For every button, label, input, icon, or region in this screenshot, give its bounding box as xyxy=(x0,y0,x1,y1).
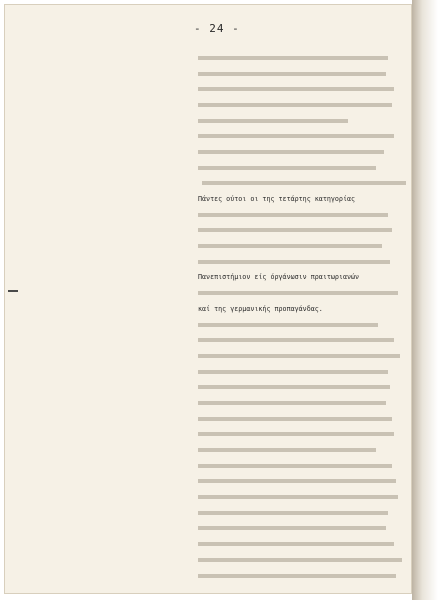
illegible-line-placeholder xyxy=(198,558,402,562)
illegible-line-placeholder xyxy=(198,385,390,389)
illegible-line-placeholder xyxy=(198,526,386,530)
line-text: καί της γερμανικής προπαγάνδας. xyxy=(198,304,323,313)
text-line xyxy=(198,364,410,380)
text-line xyxy=(198,348,410,364)
illegible-line-placeholder xyxy=(198,464,392,468)
illegible-line-placeholder xyxy=(198,401,386,405)
text-line xyxy=(198,521,410,537)
text-line xyxy=(198,411,410,427)
text-line xyxy=(198,223,410,239)
illegible-line-placeholder xyxy=(198,56,388,60)
text-line xyxy=(198,128,410,144)
text-line xyxy=(198,113,410,129)
illegible-line-placeholder xyxy=(198,228,392,232)
text-line xyxy=(198,144,410,160)
text-line xyxy=(198,474,410,490)
illegible-line-placeholder xyxy=(198,291,398,295)
illegible-line-placeholder xyxy=(198,87,394,91)
illegible-line-placeholder xyxy=(198,150,384,154)
illegible-line-placeholder xyxy=(198,370,388,374)
text-line xyxy=(198,568,410,584)
illegible-line-placeholder xyxy=(198,417,392,421)
paper-sheet xyxy=(4,4,412,594)
illegible-line-placeholder xyxy=(198,323,378,327)
illegible-line-placeholder xyxy=(198,354,400,358)
illegible-line-placeholder xyxy=(198,574,396,578)
text-line xyxy=(198,238,410,254)
illegible-line-placeholder xyxy=(198,213,388,217)
illegible-line-placeholder xyxy=(198,495,398,499)
line-text: Πάντες ούτοι οι της τετάρτης κατηγορίας xyxy=(198,195,356,204)
illegible-line-placeholder xyxy=(198,119,348,123)
text-line xyxy=(198,97,410,113)
text-line xyxy=(198,442,410,458)
illegible-line-placeholder xyxy=(198,103,392,107)
text-line xyxy=(198,458,410,474)
text-line xyxy=(198,270,410,286)
illegible-line-placeholder xyxy=(198,432,394,436)
text-line xyxy=(198,536,410,552)
illegible-line-placeholder xyxy=(198,72,386,76)
text-line xyxy=(198,552,410,568)
illegible-line-placeholder xyxy=(198,260,390,264)
text-line xyxy=(198,176,410,192)
text-line xyxy=(198,489,410,505)
text-line xyxy=(198,81,410,97)
page-edge-shadow xyxy=(412,0,438,600)
text-line xyxy=(198,160,410,176)
text-line xyxy=(198,317,410,333)
text-line xyxy=(198,254,410,270)
text-line xyxy=(198,191,410,207)
illegible-line-placeholder xyxy=(198,166,376,170)
page-number: - 24 - xyxy=(194,22,240,35)
illegible-line-placeholder xyxy=(198,542,394,546)
illegible-line-placeholder xyxy=(198,244,382,248)
illegible-line-placeholder xyxy=(202,181,406,185)
document-body xyxy=(198,50,410,583)
text-line xyxy=(198,395,410,411)
text-line xyxy=(198,66,410,82)
text-line xyxy=(198,285,410,301)
text-line xyxy=(198,379,410,395)
text-line xyxy=(198,207,410,223)
text-line xyxy=(198,505,410,521)
illegible-line-placeholder xyxy=(198,511,388,515)
text-line xyxy=(198,50,410,66)
text-line xyxy=(198,332,410,348)
margin-mark xyxy=(8,290,18,292)
text-line xyxy=(198,301,410,317)
illegible-line-placeholder xyxy=(198,134,394,138)
illegible-line-placeholder xyxy=(198,338,394,342)
illegible-line-placeholder xyxy=(198,479,396,483)
text-line xyxy=(198,427,410,443)
line-text: Πανεπιστήμιον είς όργάνωσιν πραιτωριανών xyxy=(198,273,360,282)
illegible-line-placeholder xyxy=(198,448,376,452)
